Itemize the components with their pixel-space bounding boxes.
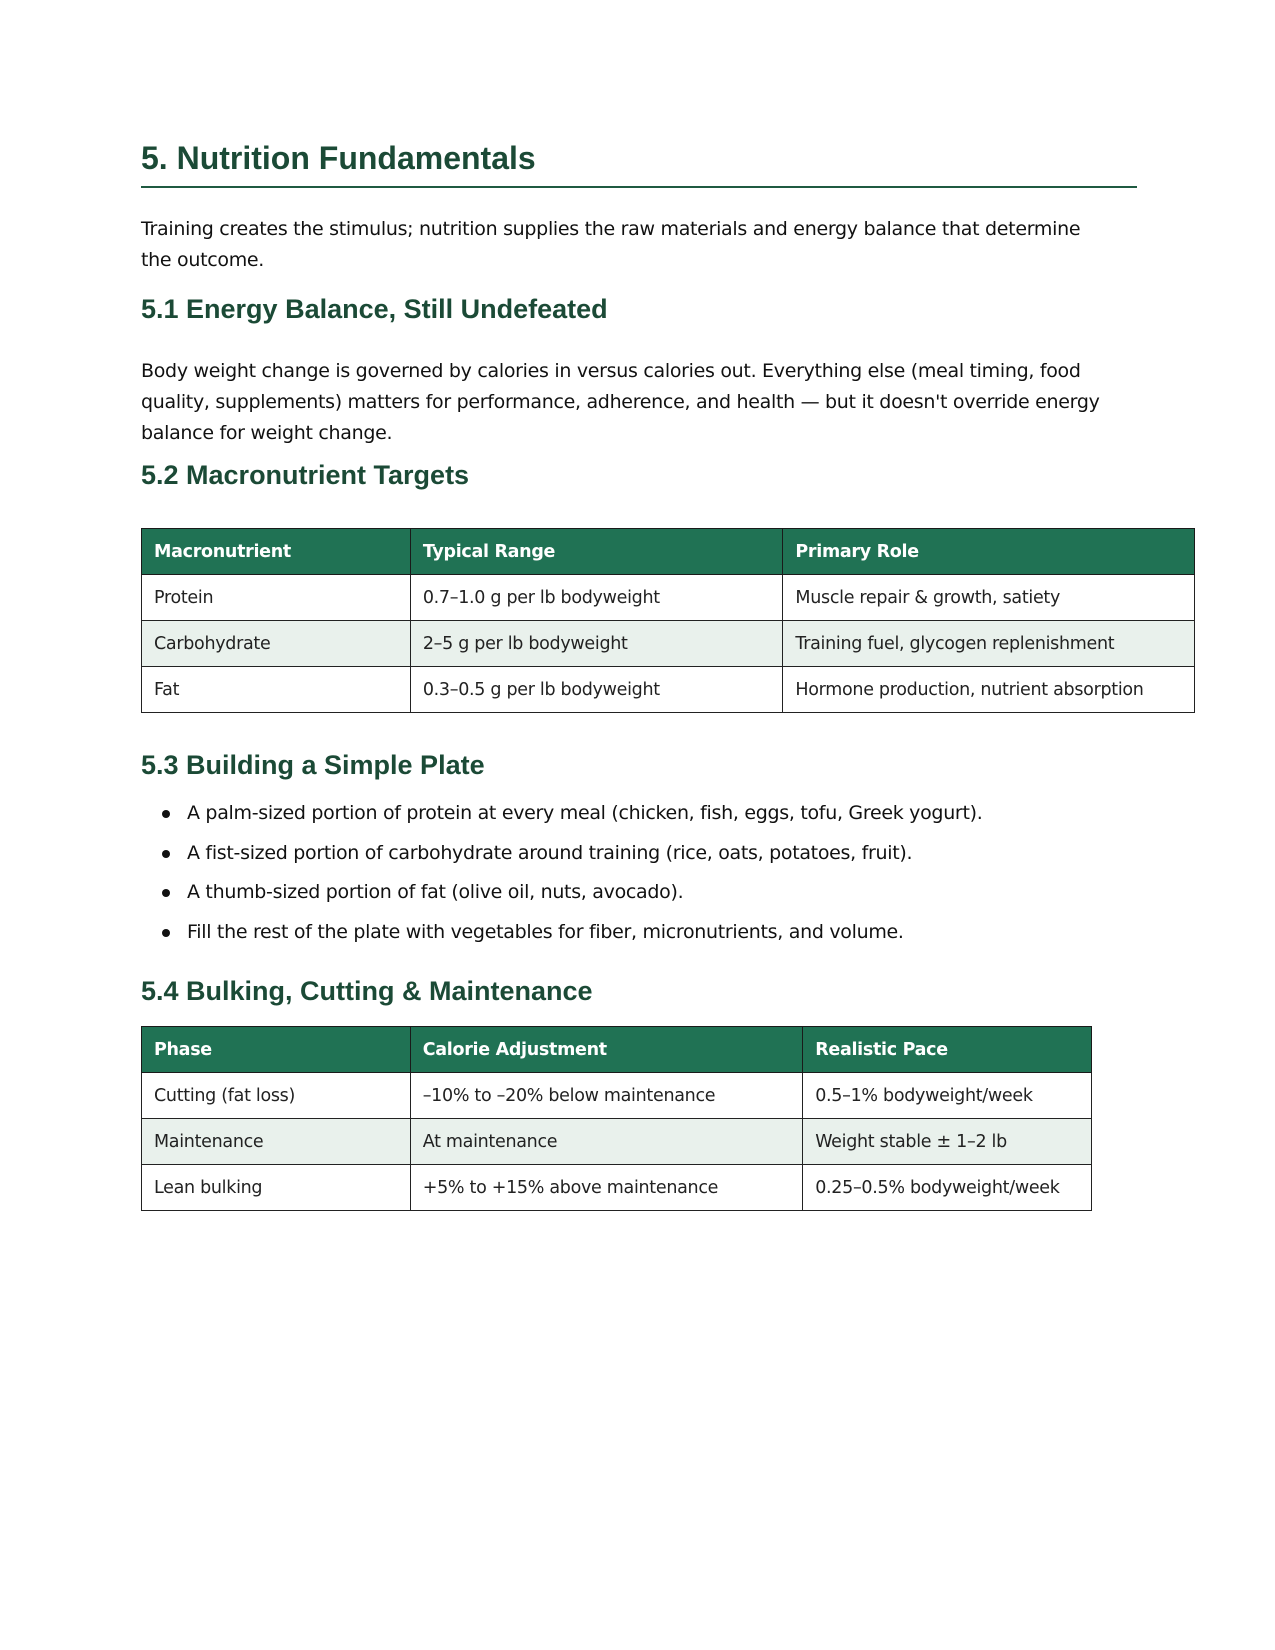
table-cell: Muscle repair & growth, satiety (783, 575, 1195, 621)
plate-list (141, 802, 982, 960)
table-cell: At maintenance (410, 1119, 802, 1165)
phase-table (141, 1026, 1092, 1211)
list-item-text: A palm-sized portion of protein at every meal (chicken, fish, eggs, tofu, Greek yogurt). (187, 802, 983, 824)
energy-heading: 5.1 Energy Balance, Still Undefeated (141, 294, 608, 324)
table-cell: Fat (142, 667, 411, 713)
table-cell: +5% to +15% above maintenance (410, 1165, 802, 1211)
table-cell: Weight stable ± 1–2 lb (803, 1119, 1092, 1165)
bullet-icon (162, 889, 170, 897)
table-header-row (142, 1027, 1092, 1073)
table-row (142, 621, 1195, 667)
column-header-macronutrient: Macronutrient (142, 529, 411, 575)
phases-heading: 5.4 Bulking, Cutting & Maintenance (141, 976, 593, 1006)
table-cell: 0.3–0.5 g per lb bodyweight (410, 667, 783, 713)
table-cell: 0.5–1% bodyweight/week (803, 1073, 1092, 1119)
list-item (141, 802, 982, 842)
table-cell: –10% to –20% below maintenance (410, 1073, 802, 1119)
macros-heading: 5.2 Macronutrient Targets (141, 460, 470, 490)
list-item-text: A thumb-sized portion of fat (olive oil, nuts, avocado). (187, 881, 684, 903)
column-header-calorie-adjustment: Calorie Adjustment (410, 1027, 802, 1073)
table-cell: 0.25–0.5% bodyweight/week (803, 1165, 1092, 1211)
table-cell: 0.7–1.0 g per lb bodyweight (410, 575, 783, 621)
table-header-row (142, 529, 1195, 575)
table-cell: 2–5 g per lb bodyweight (410, 621, 783, 667)
energy-paragraph: Body weight change is governed by calories in versus calories out. Everything else (meal timing, food quality, supplements) matters for performance, adherence, and health — but it doesn't override energy balance for weight change. (141, 360, 1100, 444)
macronutrient-table (141, 528, 1195, 713)
column-header-realistic-pace: Realistic Pace (803, 1027, 1092, 1073)
bullet-icon (162, 850, 170, 858)
section-title: 5. Nutrition Fundamentals (141, 138, 1137, 188)
list-item-text: A fist-sized portion of carbohydrate around training (rice, oats, potatoes, fruit). (187, 841, 913, 864)
column-header-primary-role: Primary Role (783, 529, 1195, 575)
table-cell: Maintenance (142, 1119, 411, 1165)
table-cell: Protein (142, 575, 411, 621)
table-cell: Hormone production, nutrient absorption (783, 667, 1195, 713)
table-row (142, 667, 1195, 713)
table-row (142, 1165, 1092, 1211)
table-row (142, 575, 1195, 621)
intro-paragraph: Training creates the stimulus; nutrition supplies the raw materials and energy balance that determine the outcome. (141, 218, 1081, 271)
bullet-icon (162, 929, 170, 937)
table-cell: Carbohydrate (142, 621, 411, 667)
table-row (142, 1119, 1092, 1165)
list-item (141, 921, 982, 961)
list-item-text: Fill the rest of the plate with vegetables for fiber, micronutrients, and volume. (187, 920, 904, 943)
column-header-typical-range: Typical Range (410, 529, 783, 575)
list-item (141, 842, 982, 882)
plate-heading: 5.3 Building a Simple Plate (141, 750, 485, 780)
bullet-icon (162, 810, 170, 818)
table-cell: Cutting (fat loss) (142, 1073, 411, 1119)
list-item (141, 881, 982, 921)
table-row (142, 1073, 1092, 1119)
table-cell: Training fuel, glycogen replenishment (783, 621, 1195, 667)
table-cell: Lean bulking (142, 1165, 411, 1211)
column-header-phase: Phase (142, 1027, 411, 1073)
